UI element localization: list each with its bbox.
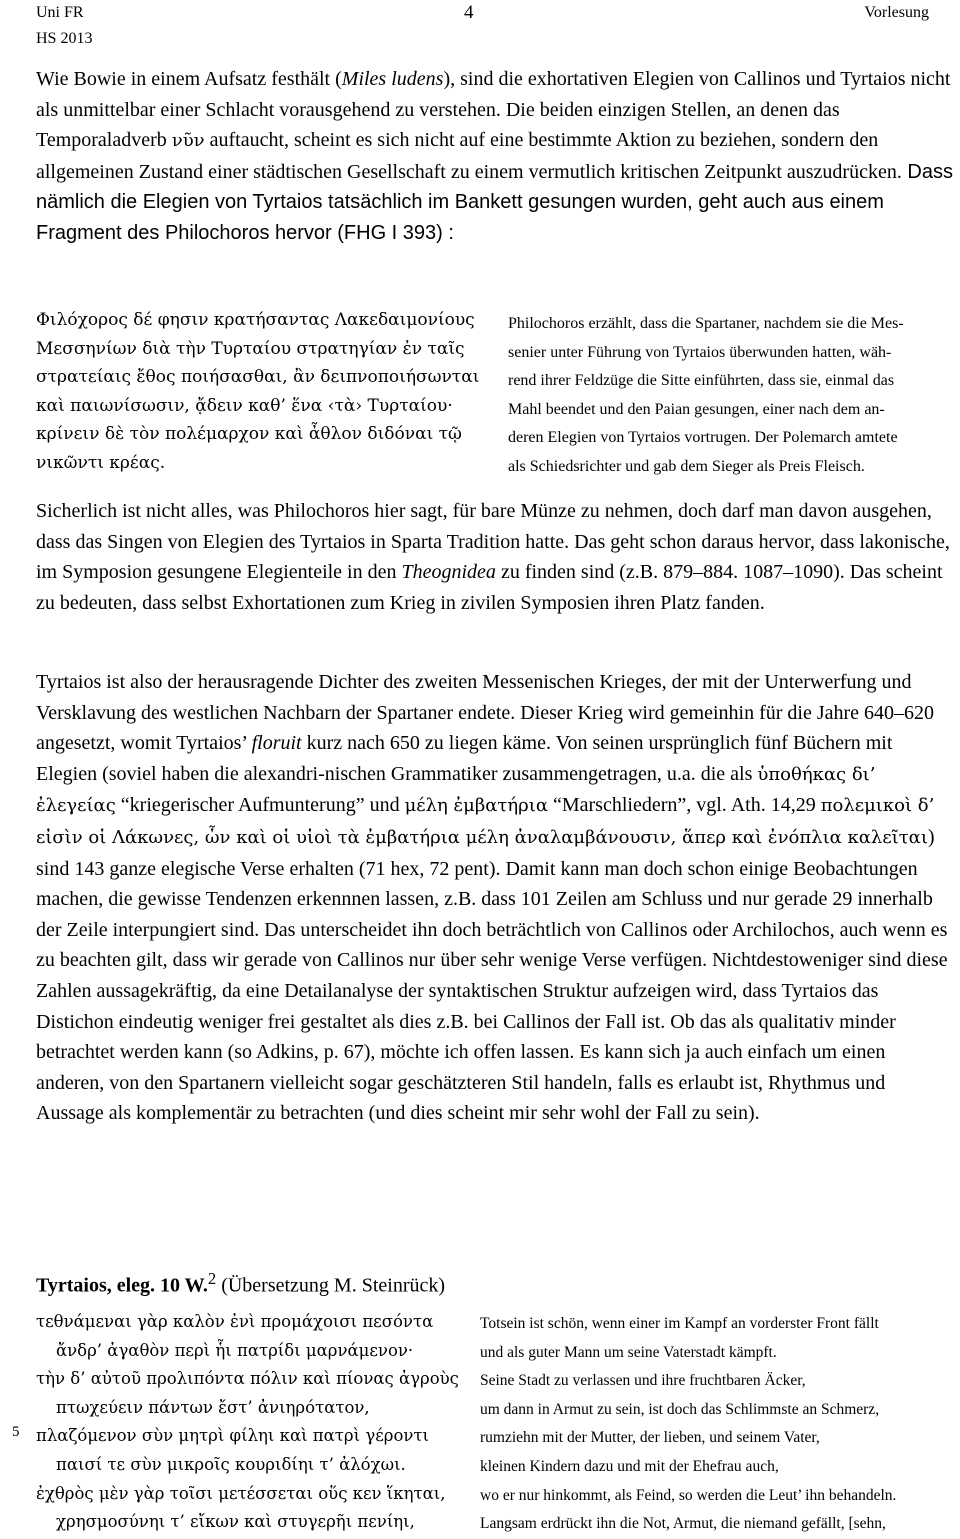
poem-greek-line: χρησμοσύνηι τ’ εἴκων καὶ στυγερῆι πενίηι, — [56, 1512, 415, 1532]
translation-line: Philochoros erzählt, dass die Spartaner, nachdem sie die Mes- — [508, 315, 904, 332]
section-heading — [36, 1264, 445, 1301]
heading-rest: (Übersetzung M. Steinrück) — [216, 1274, 446, 1297]
heading-bold: Tyrtaios, eleg. 10 W. — [36, 1274, 208, 1297]
paragraph-intro — [36, 64, 954, 249]
greek-word: νῦν — [171, 130, 205, 152]
text-run-sans: Dass nämlich die Elegien von Tyrtaios tatsächlich im Bankett gesungen wurden, geht auch aus einem Fragment des Philochoros hervor (FHG I 393) : — [36, 160, 953, 244]
poem-greek — [36, 1308, 476, 1537]
text-run: ), sind die exhortativen Elegien von Callinos und Tyrtaios nicht als unmittelbar einer Schlacht vorausgehend zu verstehen. Die beiden einzigen Stellen, an denen das Temporaladverb — [36, 68, 951, 152]
translation-line: als Schiedsrichter und gab dem Sieger als Preis Fleisch. — [508, 457, 865, 475]
header-left — [36, 0, 92, 52]
text-run: Wie Bowie in einem Aufsatz festhält ( — [36, 68, 342, 90]
poem-translation-line: Seine Stadt zu verlassen und ihre fruchtbaren Äcker, — [480, 1372, 806, 1390]
paragraph-symposion — [36, 496, 954, 618]
header-university: Uni FR — [36, 4, 84, 21]
greek-line: στρατείαις ἔθος ποιήσασθαι, ἂν δειπνοποιήσωνται — [36, 367, 480, 388]
poem-translation-line: um dann in Armut zu sein, ist doch das Schlimmste an Schmerz, — [480, 1400, 880, 1418]
text-run: auftaucht, scheint es sich nicht auf eine bestimmte Aktion zu beziehen, sondern den allgemeinen Zustand einer städtischen Gesellschaft zu einem vermutlich kritischen Zeitpunkt auszudrücken. — [36, 129, 902, 183]
verse-line-number: 5 — [12, 1424, 20, 1440]
poem-greek-line: τεθνάμεναι γὰρ καλὸν ἐνὶ προμάχοισι πεσόντα — [36, 1312, 434, 1331]
text-run: “Marschliedern”, vgl. Ath. 14,29 — [547, 794, 821, 817]
greek-quote-athenaeus: πολεμικοὶ δ’ εἰσὶν οἱ Λάκωνες, ὧν καὶ οἱ υἱοὶ τὰ ἐμβατήρια μέλη ἀναλαμβάνουσιν, ἅπερ καὶ ἐνόπλια καλεῖται — [36, 795, 935, 848]
poem-translation-line: und als guter Mann um seine Vaterstadt kämpft. — [480, 1343, 777, 1361]
poem-greek-line: πλαζόμενον σὺν μητρὶ φίληι καὶ πατρὶ γέροντι — [36, 1426, 430, 1446]
poem-greek-line: τὴν δ’ αὐτοῦ προλιπόντα πόλιν καὶ πίονας ἀγροὺς — [36, 1369, 459, 1389]
philochoros-greek — [36, 306, 486, 478]
text-run: Sicherlich ist nicht alles, was Philochoros hier sagt, für bare Münze zu nehmen, doch darf man davon ausgehen, dass das Singen von Elegien des Tyrtaios in Sparta Tradition hatte. Das geht schon daraus hervor, dass lakonische, im Symposion gesungene Elegienteile in den — [36, 500, 950, 583]
poem-greek-line: ἄνδρ’ ἀγαθὸν περὶ ἧι πατρίδι μαρνάμενον· — [56, 1340, 414, 1360]
text-run: Tyrtaios ist also der herausragende Dichter des zweiten Messenischen Krieges, der mit der Unterwerfung und Versklavung des westlichen Nachbarn der Spartaner endete. Dieser Krieg wird gemeinhin für die Jahre 640–620 angesetzt, womit Tyrtaios’ — [36, 671, 935, 755]
poem-greek-line: πτωχεύειν πάντων ἔστ’ ἀνιηρότατον, — [56, 1397, 370, 1417]
paragraph-tyrtaios — [36, 667, 954, 1129]
philochoros-translation — [508, 310, 956, 482]
greek-line: κρίνειν δὲ τὸν πολέμαρχον καὶ ἆθλον διδόναι τῷ — [36, 424, 462, 445]
poem-greek-line: ἐχθρὸς μὲν γὰρ τοῖσι μετέσσεται οὕς κεν ἵκηται, — [36, 1483, 446, 1503]
translation-line: deren Elegien von Tyrtaios vortrugen. Der Polemarch amtete — [508, 429, 898, 447]
poem-translation-line: kleinen Kindern dazu und mit der Ehefrau auch, — [480, 1457, 779, 1475]
heading-superscript: 2 — [207, 1269, 217, 1288]
greek-phrase: ὑποθήκας δι’ ἐλεγείας — [36, 763, 876, 817]
text-run: “kriegerischer Aufmunterung” und — [115, 794, 405, 817]
header-course-type: Vorlesung — [864, 4, 929, 21]
poem-translation-line: Totsein ist schön, wenn einer im Kampf an vorderster Front fällt — [480, 1315, 879, 1332]
translation-line: senier unter Führung von Tyrtaios überwunden hatten, wäh- — [508, 343, 892, 361]
text-run: zu finden sind (z.B. 879–884. 1087–1090). Das scheint zu bedeuten, dass selbst Exhortationen zum Krieg in zivilen Symposien ihren Platz fanden. — [36, 561, 943, 614]
poem-translation-line: Langsam erdrückt ihn die Not, Armut, die niemand gefällt, [sehn, — [480, 1515, 886, 1533]
greek-line: Φιλόχορος δέ φησιν κρατήσαντας Λακεδαιμονίους — [36, 310, 475, 330]
poem-greek-line: παισί τε σὺν μικροῖς κουριδίηι τ’ ἀλόχωι. — [56, 1454, 406, 1474]
greek-line: Μεσσηνίων διὰ τὴν Τυρταίου στρατηγίαν ἐν ταῖς — [36, 338, 465, 359]
page-number: 4 — [464, 2, 474, 23]
poem-translation-line: wo er nur hinkommt, als Feind, so werden die Leut’ ihn behandeln. — [480, 1486, 897, 1504]
greek-phrase: μέλη ἐμβατήρια — [404, 795, 548, 817]
greek-line: νικῶντι κρέας. — [36, 452, 166, 473]
term-floruit: floruit — [251, 732, 302, 755]
translation-line: Mahl beendet und den Paian gesungen, einer nach dem an- — [508, 400, 885, 418]
title-theognidea: Theognidea — [401, 561, 496, 583]
text-run: ) sind 143 ganze elegische Verse erhalten (71 hex, 72 pent). Damit kann man doch schon einige Beobachtungen machen, die gewisse Tendenzen erkennnen lassen, z.B. dass 101 Zeilen am Schluss und nur gerade 29 innerhalb der Zeile interpungiert sind. Das unterscheidet ihn doch beträchtlich von Callinos oder Archilochos, auch wenn es zu beachten gilt, dass wir gerade von Callinos nur über sehr wenige Verse verfügen. Nichtdestoweniger sind diese Zahlen aussagekräftig, da eine Detailanalyse der syntaktischen Struktur aufzeigen wird, dass Tyrtaios das Distichon eindeutig weniger frei gestaltet als dies z.B. bei Callinos der Fall ist. Ob das als qualitativ minder betrachtet werden kann (so Adkins, p. 67), möchte ich offen lassen. Es kann sich ja auch einfach um einen anderen, von den Spartanern vielleicht sogar geschätzteren Stil handeln, falls es erlaubt ist, Rhythmus und Aussage als komplementär zu betrachten (und dies scheint mir sehr wohl der Fall zu sein). — [36, 825, 948, 1125]
text-run: kurz nach 650 zu liegen käme. Von seinen ursprünglich fünf Büchern mit Elegien (soviel haben die alexandri-nischen Grammatiker zusammengetragen, u.a. die als — [36, 732, 893, 785]
header-semester: HS 2013 — [36, 30, 93, 47]
poem-translation — [480, 1310, 956, 1539]
title-miles-ludens: Miles ludens — [341, 68, 444, 90]
translation-line: rend ihrer Feldzüge die Sitte einführten, dass sie, einmal das — [508, 372, 895, 390]
greek-line: καὶ παιωνίσωσιν, ᾄδειν καθ’ ἕνα ‹τὰ› Τυρταίου· — [36, 395, 453, 416]
poem-translation-line: rumziehn mit der Mutter, der lieben, und seinem Vater, — [480, 1429, 820, 1447]
